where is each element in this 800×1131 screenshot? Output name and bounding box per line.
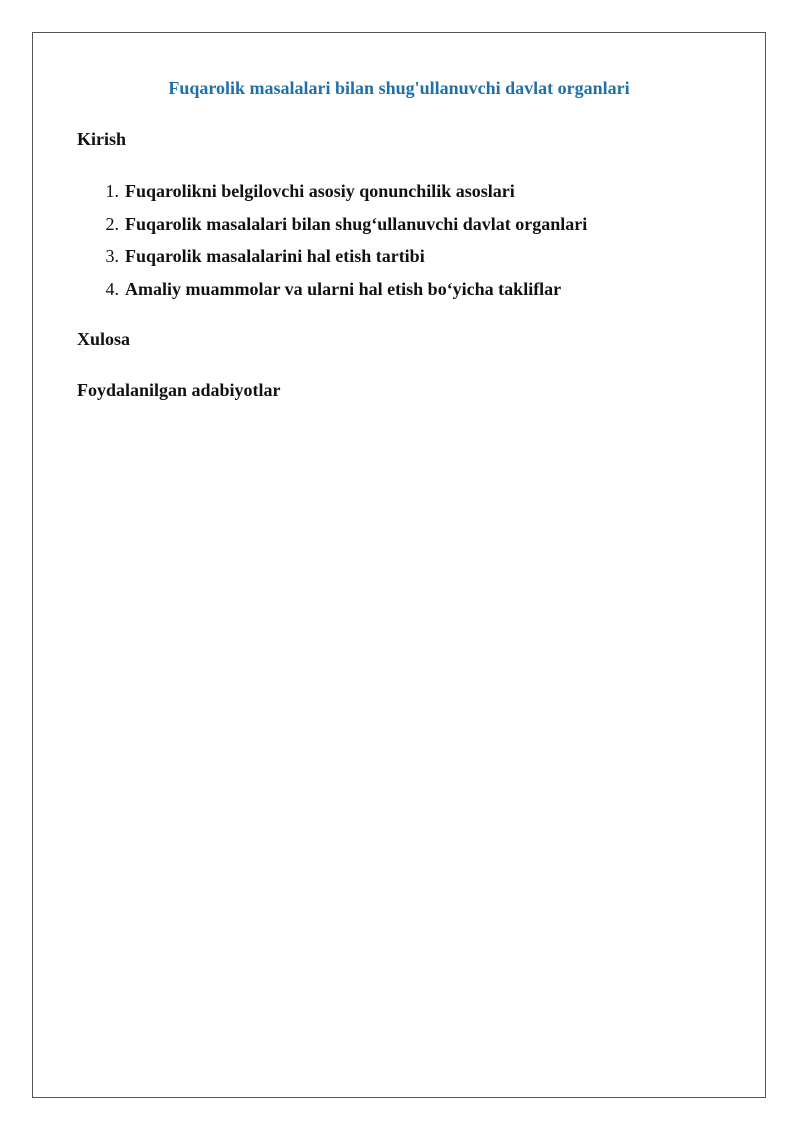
toc-item-text: Fuqarolikni belgilovchi asosiy qonunchilik asoslari	[125, 181, 515, 201]
toc-item-number: 1.	[105, 181, 119, 201]
document-page	[32, 32, 766, 1098]
toc-item	[77, 244, 587, 277]
references-heading: Foydalanilgan adabiyotlar	[77, 380, 281, 400]
toc-item	[77, 179, 587, 212]
intro-heading: Kirish	[77, 129, 127, 149]
toc-item	[77, 277, 587, 310]
toc-item-text: Amaliy muammolar va ularni hal etish bo‘yicha takliflar	[125, 278, 562, 299]
table-of-contents	[77, 179, 587, 309]
toc-item-text: Fuqarolik masalalari bilan shug‘ullanuvchi davlat organlari	[125, 213, 588, 234]
toc-item	[77, 212, 587, 245]
toc-item-number: 2.	[105, 213, 119, 234]
toc-item-number: 4.	[105, 278, 119, 299]
toc-item-number: 3.	[105, 246, 119, 266]
document-title: Fuqarolik masalalari bilan shug'ullanuvchi davlat organlari	[168, 78, 630, 98]
toc-item-text: Fuqarolik masalalarini hal etish tartibi	[125, 246, 425, 266]
conclusion-heading: Xulosa	[77, 329, 131, 349]
